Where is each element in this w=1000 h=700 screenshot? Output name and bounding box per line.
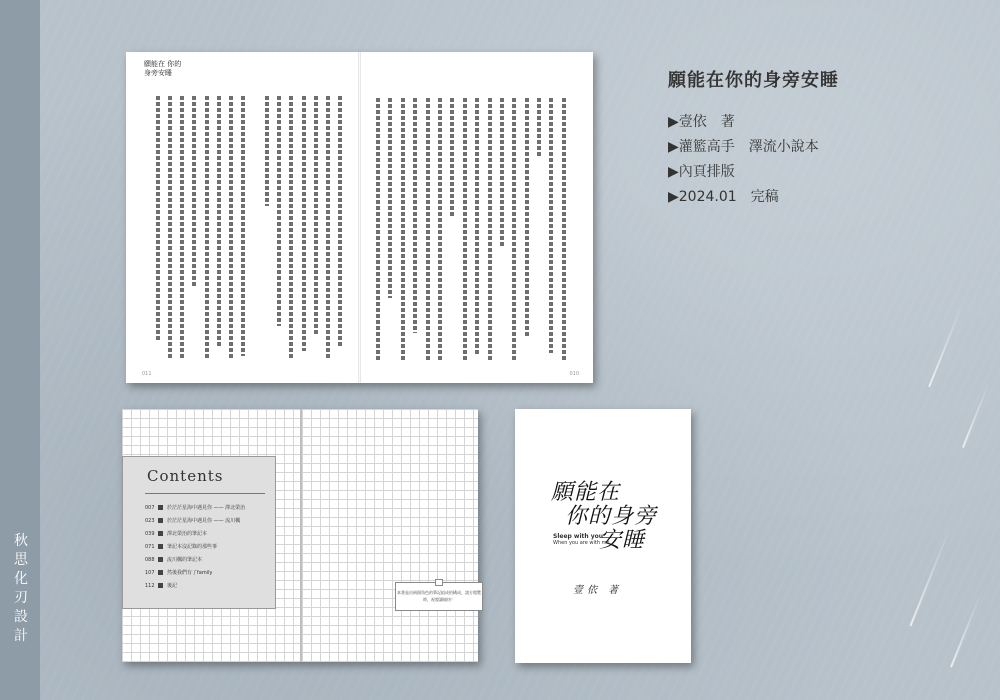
info-line-work: ▶內頁排版 <box>668 164 735 180</box>
cover-title-line: 願能在 <box>551 480 621 505</box>
toc-entry: 023 於茫茫星海中遇見你 —— 流川楓 <box>145 517 241 524</box>
note-text: 本書是由兩個角色的筆記組成的構成，請方閱覽時，祝閱讀愉快！ <box>397 590 481 602</box>
project-title: 願能在你的身旁安睡 <box>668 70 839 91</box>
contents-divider <box>145 493 265 494</box>
left-page-number: 011 <box>142 371 152 377</box>
cover-subtitle-main: Sleep with you <box>553 533 604 540</box>
info-line-date: ▶2024.01 完稿 <box>668 189 779 205</box>
note-box <box>395 582 483 611</box>
contents-spread-mockup <box>122 409 481 662</box>
contents-heading: Contents <box>147 467 224 485</box>
left-page-text <box>156 96 342 366</box>
cover-subtitle <box>553 533 623 547</box>
right-page-number: 010 <box>569 371 579 377</box>
project-info <box>668 66 928 210</box>
toc-entry: 007 於茫茫星海中遇見你 —— 澤北榮治 <box>145 504 246 511</box>
spread-header-title: 願能在 你的身旁安睡 <box>144 60 182 77</box>
right-page-text <box>376 98 566 368</box>
designer-credit: 秋思化刃 設計 <box>14 533 28 644</box>
toc-entry: 039 澤北榮治的筆記本 <box>145 530 208 537</box>
cover-subtitle-small: When you are with me <box>553 540 610 546</box>
contents-panel <box>122 456 276 609</box>
bullet-square-icon <box>158 544 163 549</box>
bullet-square-icon <box>158 531 163 536</box>
book-gutter <box>358 52 361 383</box>
cover-title-line: 你的身旁 <box>565 504 658 529</box>
toc-entry: 107 然後我們有了family <box>145 569 213 576</box>
info-line-series: ▶灌籃高手 澤流小說本 <box>668 139 819 155</box>
book-cover-mockup <box>515 409 691 663</box>
cover-title-line: 安睡 <box>599 528 646 553</box>
toc-entry: 112 後記 <box>145 582 178 589</box>
note-tab-icon <box>435 579 443 586</box>
info-line-author: ▶壹依 著 <box>668 114 735 130</box>
toc-entry: 071 筆記本沒記錄的那些事 <box>145 543 218 550</box>
toc-entry: 088 流川楓的筆記本 <box>145 556 203 563</box>
bullet-square-icon <box>158 557 163 562</box>
bullet-square-icon <box>158 505 163 510</box>
toc-list <box>145 501 273 592</box>
bullet-square-icon <box>158 570 163 575</box>
bullet-square-icon <box>158 583 163 588</box>
book-fold <box>300 409 302 662</box>
bullet-square-icon <box>158 518 163 523</box>
book-spread-mockup <box>126 52 593 383</box>
cover-author: 壹依 著 <box>573 585 623 596</box>
